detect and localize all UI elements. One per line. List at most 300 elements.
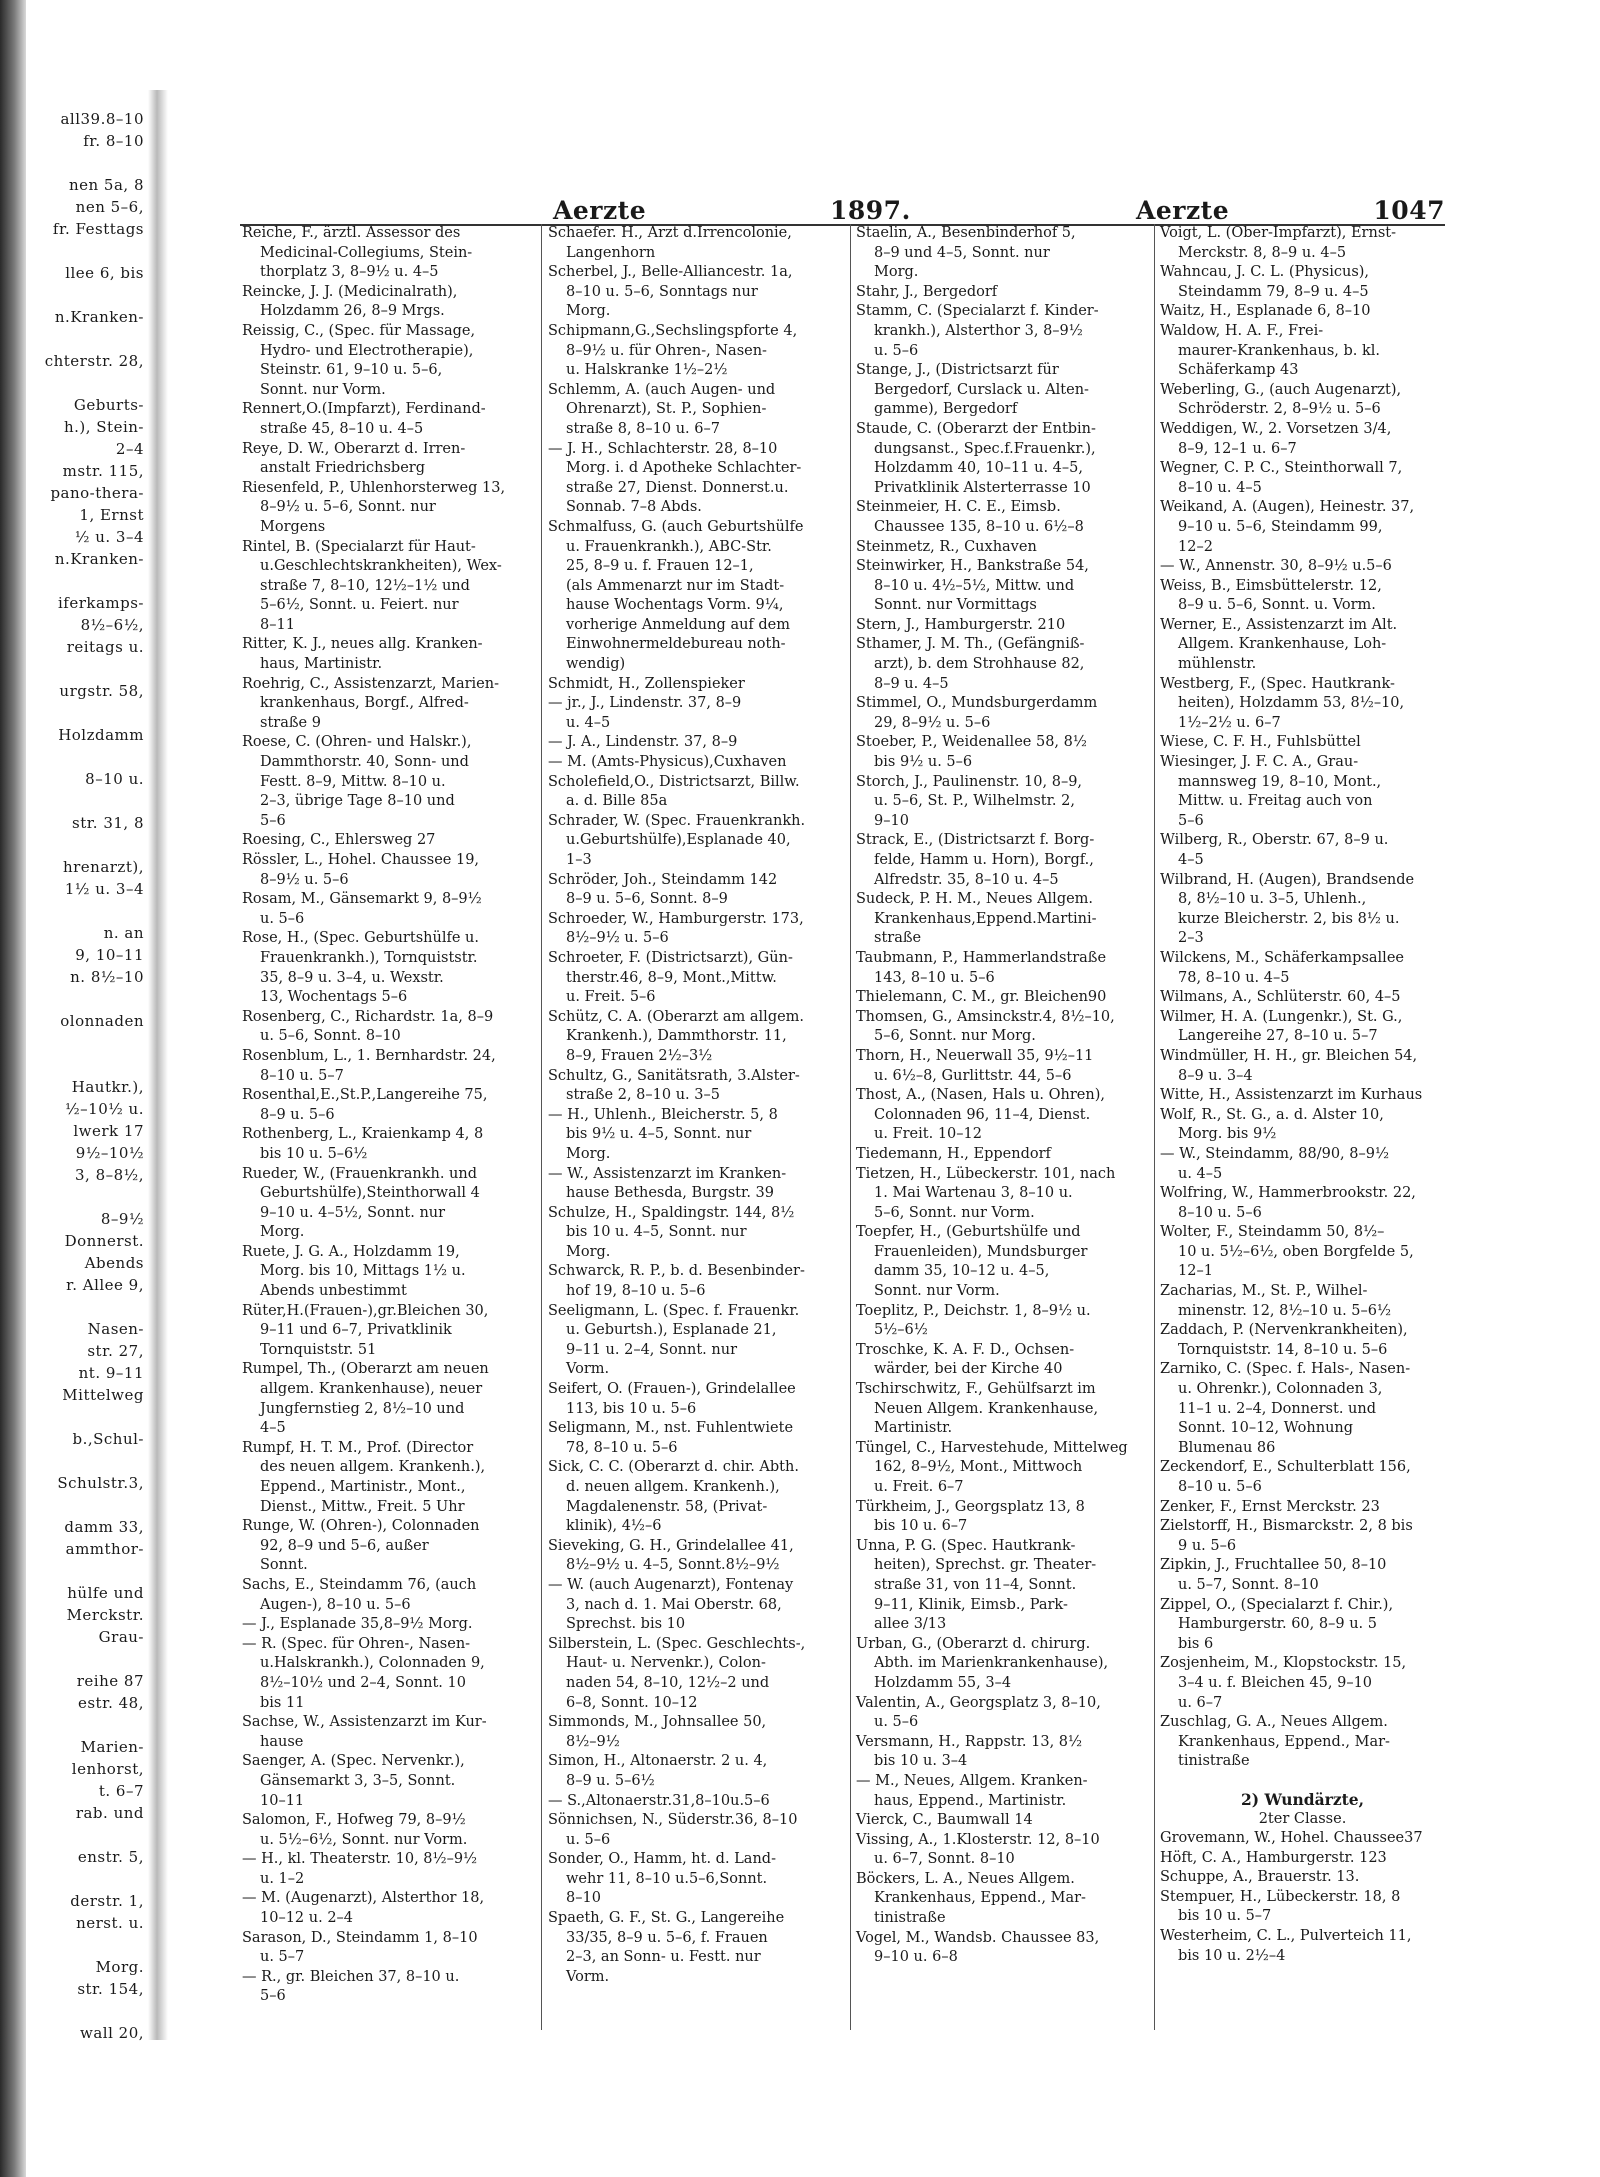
entry-continuation: 2–3 [1178, 930, 1204, 947]
left-page-fragment [0, 1452, 150, 1474]
left-page-fragment: enstr. 5, [77, 1848, 144, 1866]
entry-line: Rintel, B. (Specialarzt für Haut- [242, 538, 476, 555]
left-page-fragment [0, 1826, 150, 1848]
entry-continuation: 10–11 [260, 1792, 305, 1809]
left-page-fragments [0, 110, 150, 2042]
entry-continuation: 78, 8–10 u. 4–5 [1178, 969, 1290, 986]
entry-line: Weddigen, W., 2. Vorsetzen 3/4, [1160, 420, 1392, 437]
entry-continuation: u. 5–7 [260, 1949, 305, 1966]
entry-continuation: 8–10 u. 5–6, Sonntags nur [566, 283, 758, 300]
entry-continuation: 8–9½ u. für Ohren-, Nasen- [566, 342, 767, 359]
entry-line: Weberling, G., (auch Augenarzt), [1160, 381, 1402, 398]
entry-continuation: maurer-Krankenhaus, b. kl. [1178, 342, 1381, 359]
page-number: 1047 [1373, 196, 1445, 225]
left-page-fragment: t. 6–7 [98, 1782, 144, 1800]
entry-continuation: krankenhaus, Borgf., Alfred- [260, 695, 469, 712]
entry-line: Wolfring, W., Hammerbrookstr. 22, [1160, 1185, 1416, 1202]
entry-continuation: Morg. i. d Apotheke Schlachter- [566, 460, 802, 477]
left-page-fragment [0, 792, 150, 814]
entry-continuation: 1–3 [566, 852, 592, 868]
entry-continuation: Frauenleiden), Mundsburger [874, 1243, 1088, 1260]
entry-continuation: 4–5 [260, 1420, 286, 1437]
entry-line: Schultz, G., Sanitätsrath, 3.Alster- [548, 1067, 800, 1084]
directory-column-4 [1160, 224, 1445, 2044]
entry-line: — H., Uhlenh., Bleicherstr. 5, 8 [548, 1106, 778, 1123]
entry-continuation: Steindamm 79, 8–9 u. 4–5 [1178, 283, 1369, 300]
entry-line: Spaeth, G. F., St. G., Langereihe [548, 1910, 785, 1927]
entry-continuation: Eppend., Martinistr., Mont., [260, 1479, 466, 1495]
entry-continuation: 12–1 [1178, 1263, 1213, 1280]
left-page-fragment: Grau- [98, 1628, 144, 1646]
entry-line: Windmüller, H. H., gr. Bleichen 54, [1160, 1047, 1418, 1064]
entry-line: Sachs, E., Steindamm 76, (auch [242, 1576, 477, 1593]
entry-continuation: straße 27, Dienst. Donnerst.u. [566, 479, 789, 496]
entry-line: Roesing, C., Ehlersweg 27 [242, 832, 436, 849]
entry-line: — R. (Spec. für Ohren-, Nasen- [242, 1635, 471, 1652]
entry-continuation: 113, bis 10 u. 5–6 [566, 1400, 697, 1417]
entry-line: Thomsen, G., Amsinckstr.4, 8½–10, [856, 1008, 1115, 1025]
left-page-fragment [0, 286, 150, 308]
entry-line: Steinmeier, H. C. E., Eimsb. [856, 499, 1061, 516]
entry-continuation: anstalt Friedrichsberg [260, 460, 426, 477]
entry-line: Stamm, C. (Specialarzt f. Kinder- [856, 303, 1099, 320]
entry-continuation: Colonnaden 96, 11–4, Dienst. [874, 1106, 1091, 1123]
entry-line: Reiche, F., ärztl. Assessor des [242, 225, 461, 241]
left-page-fragment: 3, 8–8½, [75, 1166, 144, 1184]
entry-line: Schulze, H., Spaldingstr. 144, 8½ [548, 1204, 795, 1221]
left-page-fragment [0, 902, 150, 924]
entry-continuation: Abends unbestimmt [260, 1283, 407, 1300]
entry-line: Zenker, F., Ernst Merckstr. 23 [1160, 1498, 1380, 1515]
entry-continuation: felde, Hamm u. Horn), Borgf., [874, 852, 1094, 868]
left-page-fragment: 9, 10–11 [75, 946, 144, 964]
entry-continuation: 10 u. 5½–6½, oben Borgfelde 5, [1178, 1243, 1414, 1260]
left-page-fragment: n. an [103, 924, 144, 942]
entry-continuation: 1. Mai Wartenau 3, 8–10 u. [874, 1185, 1073, 1202]
entry-continuation: 9–10 u. 6–8 [874, 1949, 958, 1966]
year-heading: 1897. [830, 196, 911, 225]
entry-continuation: Schäferkamp 43 [1178, 362, 1299, 379]
entry-continuation: 4–5 [1178, 852, 1204, 868]
entry-continuation: 8–9 u. 5–6, Sonnt. 8–9 [566, 891, 728, 908]
entry-line: — W., Annenstr. 30, 8–9½ u.5–6 [1160, 558, 1392, 575]
entry-line: Witte, H., Assistenzarzt im Kurhaus [1160, 1087, 1423, 1104]
entry-line: Urban, G., (Oberarzt d. chirurg. [856, 1635, 1091, 1652]
entry-line: Türkheim, J., Georgsplatz 13, 8 [856, 1498, 1085, 1515]
left-page-fragment: Mittelweg [62, 1386, 144, 1404]
entry-continuation: 5½–6½ [874, 1322, 928, 1339]
entry-continuation: Morg. bis 10, Mittags 1½ u. [260, 1263, 466, 1280]
left-page-fragment [0, 1056, 150, 1078]
column-rule [850, 224, 851, 2030]
entry-line: Tiedemann, H., Eppendorf [856, 1145, 1051, 1162]
entry-continuation: 2–3, an Sonn- u. Festt. nur [566, 1949, 761, 1966]
entry-line: Seifert, O. (Frauen-), Grindelallee [548, 1381, 796, 1398]
entry-continuation: 162, 8–9½, Mont., Mittwoch [874, 1459, 1083, 1476]
entry-line: Schlemm, A. (auch Augen- und [548, 381, 776, 398]
entry-continuation: bis 11 [260, 1694, 305, 1711]
entry-continuation: Vorm. [566, 1361, 610, 1378]
entry-continuation: u. Freit. 10–12 [874, 1126, 982, 1143]
entry-line: Schipmann,G.,Sechslingspforte 4, [548, 322, 798, 339]
entry-continuation: u. 6–7 [1178, 1694, 1223, 1711]
entry-continuation: bis 10 u. 5–7 [1178, 1908, 1272, 1925]
entry-continuation: klinik), 4½–6 [566, 1518, 662, 1535]
entry-continuation: straße 31, von 11–4, Sonnt. [874, 1576, 1077, 1593]
left-page-fragment: derstr. 1, [70, 1892, 144, 1910]
entry-continuation: bis 10 u. 2½–4 [1178, 1947, 1286, 1964]
entry-continuation: 8–10 u. 5–6 [1178, 1479, 1262, 1495]
entry-continuation: 13, Wochentags 5–6 [260, 989, 408, 1006]
entry-continuation: 9–11 u. 2–4, Sonnt. nur [566, 1341, 738, 1358]
entry-line: Riesenfeld, P., Uhlenhorsterweg 13, [242, 479, 506, 496]
entry-line: Ruete, J. G. A., Holzdamm 19, [242, 1243, 460, 1260]
entry-line: — M., Neues, Allgem. Kranken- [856, 1772, 1088, 1789]
entry-line: Wolter, F., Steindamm 50, 8½– [1160, 1224, 1385, 1241]
section-spacer [1160, 1772, 1445, 1790]
left-page-fragment: Geburts- [73, 396, 144, 414]
left-page-fragment: 9½–10½ [75, 1144, 144, 1162]
section-subheading: 2ter Classe. [1258, 1810, 1347, 1827]
left-page-fragment: ½ u. 3–4 [74, 528, 144, 546]
left-page-fragment [0, 1562, 150, 1584]
left-page-fragment: nt. 9–11 [78, 1364, 144, 1382]
entry-line: Reincke, J. J. (Medicinalrath), [242, 283, 458, 300]
entry-continuation: thorplatz 3, 8–9½ u. 4–5 [260, 264, 439, 281]
entry-continuation: 8½–9½ u. 5–6 [566, 930, 669, 947]
entry-continuation: 78, 8–10 u. 5–6 [566, 1439, 678, 1456]
left-page-fragment: chterstr. 28, [44, 352, 144, 370]
running-title-left: Aerzte [553, 196, 647, 225]
entry-continuation: u. Freit. 6–7 [874, 1479, 964, 1495]
section-heading: 2) Wundärzte, [1240, 1789, 1365, 1809]
entry-line: Wilckens, M., Schäferkampsallee [1160, 949, 1404, 966]
left-page-fragment: urgstr. 58, [59, 682, 144, 700]
entry-line: Seligmann, M., nst. Fuhlentwiete [548, 1420, 794, 1437]
entry-line: Schmidt, H., Zollenspieker [548, 675, 745, 692]
entry-continuation: bis 10 u. 6–7 [874, 1518, 968, 1535]
entry-continuation: des neuen allgem. Krankenh.), [260, 1459, 486, 1476]
entry-continuation: 8–10 u. 4–5 [1178, 479, 1262, 496]
left-page-fragment: reihe 87 [76, 1672, 144, 1690]
left-page-fragment: Nasen- [87, 1320, 144, 1338]
entry-continuation: hause Bethesda, Burgstr. 39 [566, 1185, 775, 1202]
left-page-fragment [0, 2002, 150, 2024]
entry-continuation: Sonnt. nur Vorm. [874, 1283, 1000, 1300]
left-page-fragment: str. 27, [87, 1342, 144, 1360]
entry-line: Voigt, L. (Ober-Impfarzt), Ernst- [1160, 225, 1396, 241]
entry-continuation: bis 9½ u. 5–6 [874, 754, 973, 771]
entry-continuation: Langenhorn [566, 244, 656, 261]
entry-line: Schütz, C. A. (Oberarzt am allgem. [548, 1008, 805, 1025]
entry-continuation: 29, 8–9½ u. 5–6 [874, 714, 991, 731]
entry-line: Salomon, F., Hofweg 79, 8–9½ [242, 1812, 466, 1829]
left-page-fragment [0, 748, 150, 770]
entry-line: Reye, D. W., Oberarzt d. Irren- [242, 440, 466, 457]
entry-line: Stoeber, P., Weidenallee 58, 8½ [856, 734, 1087, 751]
entry-continuation: 92, 8–9 und 5–6, außer [260, 1537, 429, 1554]
entry-line: Wilbrand, H. (Augen), Brandsende [1160, 871, 1415, 888]
entry-continuation: 8–9½ u. 5–6, Sonnt. nur [260, 499, 436, 516]
entry-line: — jr., J., Lindenstr. 37, 8–9 [548, 695, 742, 712]
entry-continuation: Abth. im Marienkrankenhause), [874, 1655, 1109, 1672]
entry-line: — R., gr. Bleichen 37, 8–10 u. [242, 1968, 460, 1985]
left-page-fragment: fr. 8–10 [83, 132, 144, 150]
entry-continuation: Martinistr. [874, 1420, 953, 1437]
left-page-fragment [0, 660, 150, 682]
entry-continuation: u. Ohrenkr.), Colonnaden 3, [1178, 1381, 1383, 1398]
left-page-fragment: 8½–6½, [80, 616, 144, 634]
entry-continuation: 8–9, 12–1 u. 6–7 [1178, 440, 1297, 457]
entry-continuation: Morg. [566, 1145, 611, 1162]
entry-line: Simon, H., Altonaerstr. 2 u. 4, [548, 1753, 768, 1770]
entry-continuation: mannsweg 19, 8–10, Mont., [1178, 773, 1382, 790]
entry-continuation: Morg. bis 9½ [1178, 1126, 1277, 1143]
entry-continuation: allee 3/13 [874, 1616, 947, 1633]
entry-continuation: straße [874, 930, 922, 947]
entry-continuation: straße 2, 8–10 u. 3–5 [566, 1087, 720, 1104]
entry-line: Wegner, C. P. C., Steinthorwall 7, [1160, 460, 1403, 477]
entry-line: Zippel, O., (Specialarzt f. Chir.), [1160, 1596, 1394, 1613]
entry-continuation: naden 54, 8–10, 12½–2 und [566, 1674, 770, 1691]
entry-continuation: Morg. [874, 264, 919, 281]
entry-continuation: 9–10 u. 5–6, Steindamm 99, [1178, 518, 1383, 535]
entry-continuation: Krankenhaus, Eppend., Mar- [874, 1890, 1086, 1907]
entry-continuation: gamme), Bergedorf [874, 401, 1018, 418]
entry-line: Troschke, K. A. F. D., Ochsen- [856, 1341, 1075, 1358]
left-page-fragment: 1½ u. 3–4 [64, 880, 144, 898]
left-page-fragment: hülfe und [67, 1584, 144, 1602]
entry-continuation: Magdalenenstr. 58, (Privat- [566, 1498, 768, 1515]
entry-line: Unna, P. G. (Spec. Hautkrank- [856, 1537, 1076, 1554]
entry-line: Versmann, H., Rappstr. 13, 8½ [856, 1733, 1083, 1750]
entry-continuation: bis 10 u. 3–4 [874, 1753, 968, 1770]
entry-continuation: u. 1–2 [260, 1870, 305, 1887]
entry-continuation: Medicinal-Collegiums, Stein- [260, 244, 473, 261]
entry-line: Waldow, H. A. F., Frei- [1160, 322, 1324, 339]
entry-continuation: 5–6, Sonnt. nur Vorm. [874, 1204, 1035, 1221]
entry-continuation: 10–12 u. 2–4 [260, 1910, 354, 1927]
left-page-fragment: mstr. 115, [62, 462, 144, 480]
left-page-fragment: 8–10 u. [85, 770, 144, 788]
left-page-fragment: llee 6, bis [65, 264, 144, 282]
entry-continuation: 3, nach d. 1. Mai Oberstr. 68, [566, 1596, 782, 1613]
left-page-fragment [0, 1496, 150, 1518]
left-page-fragment [0, 374, 150, 396]
left-page-fragment: n. 8½–10 [70, 968, 144, 986]
entry-line: Böckers, L. A., Neues Allgem. [856, 1870, 1075, 1887]
left-page-fragment: Marien- [80, 1738, 144, 1756]
entry-line: Zaddach, P. (Nervenkrankheiten), [1160, 1322, 1408, 1339]
entry-line: Sieveking, G. H., Grindelallee 41, [548, 1537, 794, 1554]
entry-line: Roese, C. (Ohren- und Halskr.), [242, 734, 472, 751]
entry-continuation: Jungfernstieg 2, 8½–10 und [260, 1400, 465, 1417]
entry-continuation: Sonnt. nur Vorm. [260, 381, 386, 398]
left-page-fragment: rab. und [75, 1804, 144, 1822]
entry-line: Rennert,O.(Impfarzt), Ferdinand- [242, 401, 486, 418]
entry-continuation: u. Frauenkrankh.), ABC-Str. [566, 538, 772, 555]
entry-continuation: u. 5–6, St. P., Wilhelmstr. 2, [874, 793, 1075, 810]
entry-continuation: Augen-), 8–10 u. 5–6 [260, 1596, 411, 1613]
entry-line: Storch, J., Paulinenstr. 10, 8–9, [856, 773, 1083, 790]
entry-continuation: u. 6–7, Sonnt. 8–10 [874, 1851, 1015, 1868]
entry-line: Westerheim, C. L., Pulverteich 11, [1160, 1928, 1412, 1945]
entry-continuation: straße 9 [260, 714, 321, 731]
entry-continuation: u. 4–5 [1178, 1165, 1223, 1182]
entry-line: — J. H., Schlachterstr. 28, 8–10 [548, 440, 778, 457]
entry-continuation: Gänsemarkt 3, 3–5, Sonnt. [260, 1772, 456, 1789]
entry-continuation: 8–9 u. 5–6 [260, 1106, 335, 1123]
entry-continuation: u. 5–6, Sonnt. 8–10 [260, 1028, 401, 1045]
left-page-fragment: fr. Festtags [52, 220, 144, 238]
entry-continuation: Krankenhaus, Eppend., Mar- [1178, 1733, 1390, 1750]
entry-continuation: 8–10 u. 5–7 [260, 1067, 344, 1084]
entry-continuation: Dienst., Mittw., Freit. 5 Uhr [260, 1498, 465, 1515]
entry-line: Vogel, M., Wandsb. Chaussee 83, [856, 1929, 1100, 1946]
entry-continuation: u. Freit. 5–6 [566, 989, 656, 1006]
entry-line: Rumpf, H. T. M., Prof. (Director [242, 1439, 474, 1456]
entry-line: Tschirschwitz, F., Gehülfsarzt im [856, 1381, 1096, 1398]
entry-continuation: u. 5–6 [874, 342, 919, 359]
left-page-fragment: n.Kranken- [54, 308, 144, 326]
entry-continuation: Holzdamm 26, 8–9 Mrgs. [260, 303, 445, 320]
entry-continuation: Tornquiststr. 14, 8–10 u. 5–6 [1178, 1341, 1388, 1358]
entry-continuation: 3–4 u. f. Bleichen 45, 9–10 [1178, 1674, 1373, 1691]
entry-continuation: Hydro- und Electrotherapie), [260, 342, 474, 359]
entry-continuation: hause [260, 1733, 304, 1750]
entry-line: Tüngel, C., Harvestehude, Mittelweg [856, 1439, 1128, 1456]
left-page-fragment: 8–9½ [100, 1210, 144, 1228]
entry-continuation: u. Halskranke 1½–2½ [566, 362, 728, 379]
entry-continuation: straße 8, 8–10 u. 6–7 [566, 420, 720, 437]
left-page-fragment: r. Allee 9, [66, 1276, 144, 1294]
entry-continuation: hause Wochentags Vorm. 9¼, [566, 597, 784, 614]
left-page-fragment [0, 1188, 150, 1210]
entry-continuation: Langereihe 27, 8–10 u. 5–7 [1178, 1028, 1378, 1045]
entry-line: Westberg, F., (Spec. Hautkrank- [1160, 675, 1395, 692]
entry-continuation: arzt), b. dem Strohhause 82, [874, 656, 1085, 673]
entry-continuation: u. 6½–8, Gurlittstr. 44, 5–6 [874, 1067, 1072, 1084]
entry-continuation: Krankenh.), Dammthorstr. 11, [566, 1028, 787, 1045]
entry-line: Seeligmann, L. (Spec. f. Frauenkr. [548, 1302, 800, 1319]
entry-line: — W., Assistenzarzt im Kranken- [548, 1165, 787, 1182]
entry-line: Höft, C. A., Hamburgerstr. 123 [1160, 1849, 1387, 1866]
entry-continuation: Bergedorf, Curslack u. Alten- [874, 381, 1089, 398]
entry-line: Grovemann, W., Hohel. Chaussee37 [1160, 1830, 1423, 1847]
entry-continuation: Privatklinik Alsterterrasse 10 [874, 479, 1091, 496]
entry-continuation: u.Geschlechtskrankheiten), Wex- [260, 558, 502, 575]
entry-continuation: u.Geburtshülfe),Esplanade 40, [566, 832, 791, 849]
entry-line: Wiesinger, J. F. C. A., Grau- [1160, 754, 1359, 771]
entry-continuation: 8½–10½ und 2–4, Sonnt. 10 [260, 1674, 466, 1691]
left-page-fragment [0, 242, 150, 264]
entry-continuation: Tornquiststr. 51 [260, 1341, 377, 1358]
entry-continuation: 2–3, übrige Tage 8–10 und [260, 793, 455, 810]
left-page-fragment: str. 31, 8 [72, 814, 144, 832]
entry-continuation: 5–6 [1178, 812, 1204, 829]
directory-column-1 [242, 224, 536, 2044]
entry-line: — W., Steindamm, 88/90, 8–9½ [1160, 1145, 1390, 1162]
entry-continuation: Dammthorstr. 40, Sonn- und [260, 754, 469, 771]
entry-continuation: vorherige Anmeldung auf dem [566, 616, 791, 633]
entry-line: Sthamer, J. M. Th., (Gefängniß- [856, 636, 1085, 653]
entry-continuation: Chaussee 135, 8–10 u. 6½–8 [874, 518, 1084, 535]
entry-line: Schröder, Joh., Steindamm 142 [548, 871, 778, 888]
entry-continuation: 9–11 und 6–7, Privatklinik [260, 1322, 452, 1339]
entry-line: Zielstorff, H., Bismarckstr. 2, 8 bis [1160, 1518, 1413, 1535]
entry-line: Roehrig, C., Assistenzarzt, Marien- [242, 675, 499, 692]
entry-continuation: u. 5–6 [566, 1831, 611, 1848]
left-page-fragment: Holzdamm [58, 726, 144, 744]
entry-line: Ritter, K. J., neues allg. Kranken- [242, 636, 483, 653]
left-page-fragment: Merckstr. [66, 1606, 144, 1624]
entry-continuation: tinistraße [1178, 1753, 1250, 1770]
entry-continuation: therstr.46, 8–9, Mont.,Mittw. [566, 969, 777, 986]
left-page-fragment [0, 572, 150, 594]
left-page-fragment [0, 836, 150, 858]
left-page-fragment: lenhorst, [71, 1760, 144, 1778]
entry-continuation: Frauenkrankh.), Tornquiststr. [260, 949, 478, 966]
entry-line: Rosenblum, L., 1. Bernhardstr. 24, [242, 1047, 496, 1064]
entry-line: Rosenthal,E.,St.P.,Langereihe 75, [242, 1087, 488, 1104]
left-page-fragment: Donnerst. [64, 1232, 144, 1250]
entry-line: Wilmer, H. A. (Lungenkr.), St. G., [1160, 1008, 1403, 1025]
entry-line: Zarniko, C. (Spec. f. Hals-, Nasen- [1160, 1361, 1411, 1378]
entry-continuation: u. 5½–6½, Sonnt. nur Vorm. [260, 1831, 468, 1848]
entry-continuation: 9–10 [874, 812, 909, 829]
entry-line: Saenger, A. (Spec. Nervenkr.), [242, 1753, 465, 1770]
entry-line: Sarason, D., Steindamm 1, 8–10 [242, 1929, 478, 1946]
entry-line: Staude, C. (Oberarzt der Entbin- [856, 420, 1096, 437]
left-page-fragment: iferkamps- [57, 594, 144, 612]
entry-line: Sachse, W., Assistenzarzt im Kur- [242, 1714, 487, 1731]
entry-continuation: 33/35, 8–9 u. 5–6, f. Frauen [566, 1929, 768, 1946]
entry-line: — W. (auch Augenarzt), Fontenay [548, 1576, 794, 1593]
entry-line: Staelin, A., Besenbinderhof 5, [856, 225, 1076, 241]
entry-line: Wolf, R., St. G., a. d. Alster 10, [1160, 1106, 1384, 1123]
entry-continuation: Sprechst. bis 10 [566, 1616, 686, 1633]
entry-continuation: Allgem. Krankenhause, Loh- [1178, 636, 1387, 653]
entry-line: Steinmetz, R., Cuxhaven [856, 538, 1037, 555]
entry-continuation: heiten), Sprechst. gr. Theater- [874, 1557, 1097, 1574]
left-page-fragment: all39.8–10 [60, 110, 144, 128]
left-page-fragment [0, 1298, 150, 1320]
entry-continuation: d. neuen allgem. Krankenh.), [566, 1479, 780, 1495]
left-page-fragment: Abends [84, 1254, 144, 1272]
entry-continuation: hof 19, 8–10 u. 5–6 [566, 1283, 706, 1300]
left-page-fragment [0, 1650, 150, 1672]
entry-continuation: Krankenhaus,Eppend.Martini- [874, 910, 1097, 927]
entry-continuation: u. 4–5 [566, 714, 611, 731]
column-rule [1154, 224, 1155, 2030]
entry-continuation: Einwohnermeldebureau noth- [566, 636, 786, 653]
left-page-fragment [0, 154, 150, 176]
entry-continuation: krankh.), Alsterthor 3, 8–9½ [874, 322, 1083, 339]
entry-line: Thielemann, C. M., gr. Bleichen90 [856, 989, 1107, 1006]
entry-line: Stern, J., Hamburgerstr. 210 [856, 616, 1066, 633]
entry-line: Sudeck, P. H. M., Neues Allgem. [856, 891, 1094, 908]
entry-line: — M. (Amts-Physicus),Cuxhaven [548, 754, 787, 771]
entry-line: Vissing, A., 1.Klosterstr. 12, 8–10 [856, 1831, 1100, 1848]
entry-continuation: u. 5–6 [874, 1714, 919, 1731]
entry-continuation: wendig) [566, 656, 626, 673]
entry-continuation: bis 9½ u. 4–5, Sonnt. nur [566, 1126, 752, 1143]
entry-continuation: damm 35, 10–12 u. 4–5, [874, 1263, 1050, 1280]
entry-continuation: 8–9 u. 4–5 [874, 675, 949, 692]
entry-line: Rössler, L., Hohel. Chaussee 19, [242, 852, 480, 868]
entry-continuation: Mittw. u. Freitag auch von [1178, 793, 1373, 810]
entry-continuation: haus, Martinistr. [260, 656, 383, 673]
